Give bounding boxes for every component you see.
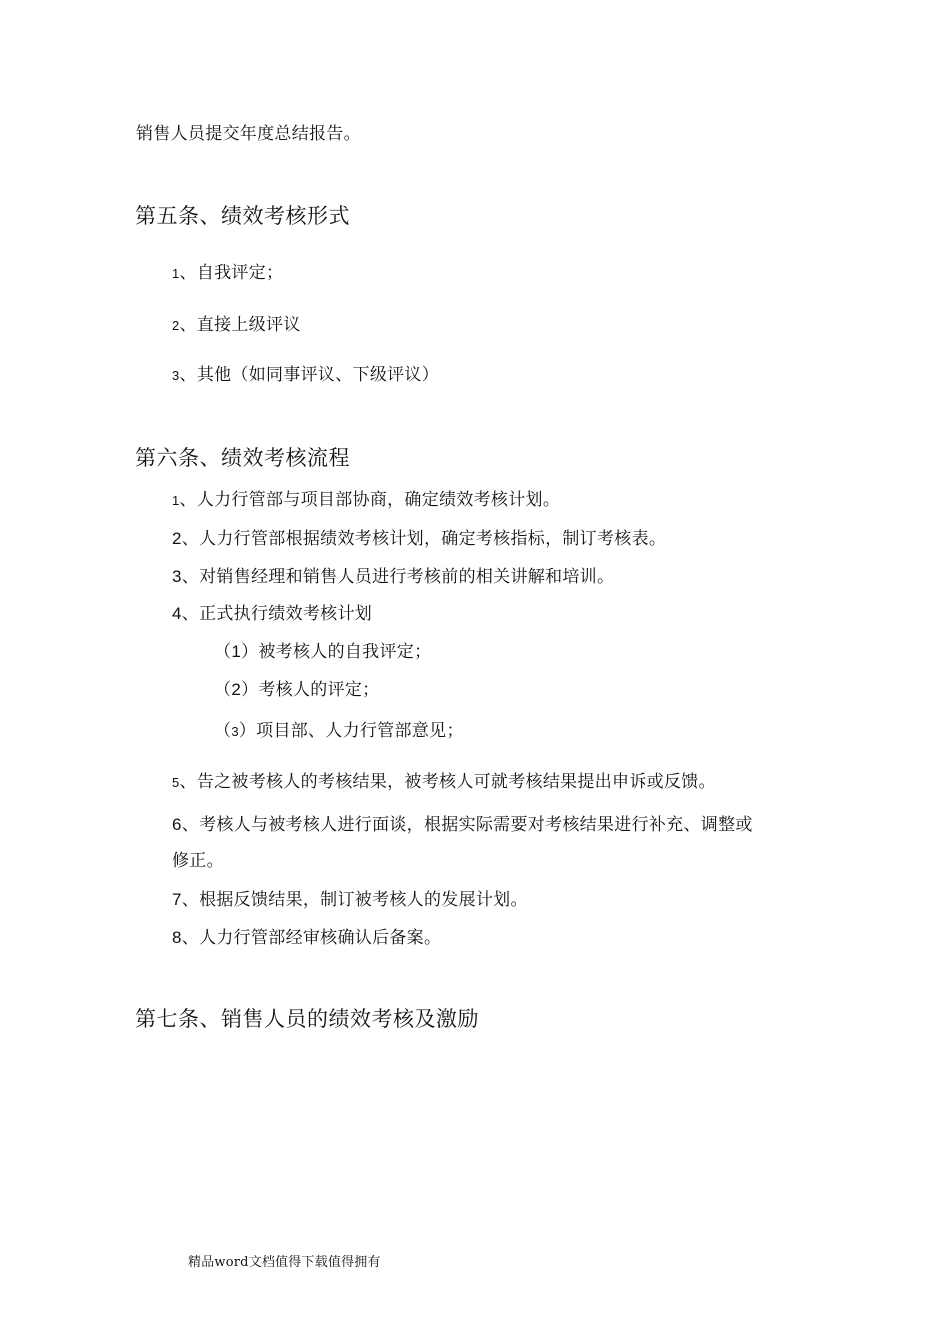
item-number: 1 [172, 266, 180, 281]
section-6-subitem-2 [214, 681, 379, 699]
subitem-text: ）项目部、人力行管部意见； [238, 721, 464, 741]
item-number: 2 [172, 318, 180, 333]
section-6-item-7 [172, 891, 528, 909]
section-6-item-2 [172, 530, 666, 548]
section-5-item-1 [172, 265, 283, 282]
section-7-heading: 第七条、销售人员的绩效考核及激励 [135, 1007, 479, 1031]
subitem-number: 1 [231, 642, 242, 661]
item-text: 、告之被考核人的考核结果，被考核人可就考核结果提出申诉或反馈。 [179, 772, 716, 792]
item-number: 7 [172, 890, 182, 909]
section-5-heading: 第五条、绩效考核形式 [135, 204, 350, 228]
item-text: 、根据反馈结果，制订被考核人的发展计划。 [181, 890, 528, 910]
subitem-number: 2 [231, 680, 242, 699]
item-text: 、人力行管部根据绩效考核计划，确定考核指标，制订考核表。 [181, 529, 667, 549]
item-text: 、人力行管部经审核确认后备案。 [181, 928, 442, 948]
section-6-subitem-1 [214, 643, 431, 661]
subitem-number: 3 [231, 724, 239, 739]
section-6-item-6 [172, 816, 753, 834]
item-text: 、考核人与被考核人进行面谈，根据实际需要对考核结果进行补充、调整或 [181, 815, 753, 835]
item-text: 、人力行管部与项目部协商，确定绩效考核计划。 [179, 490, 561, 510]
subitem-open-paren: （ [214, 680, 232, 700]
item-number: 3 [172, 567, 182, 586]
item-text: 、直接上级评议 [179, 315, 301, 335]
item-number: 6 [172, 815, 182, 834]
item-number: 5 [172, 775, 180, 790]
section-5-item-3 [172, 367, 439, 384]
item-number: 4 [172, 604, 182, 623]
section-6-subitem-3 [214, 723, 464, 740]
section-5-item-2 [172, 317, 301, 334]
item-number: 1 [172, 493, 180, 508]
subitem-open-paren: （ [214, 721, 232, 741]
section-6-item-5 [172, 774, 716, 791]
page-footer: 精品word文档值得下载值得拥有 [188, 1255, 381, 1270]
section-6-heading: 第六条、绩效考核流程 [135, 446, 350, 470]
section-6-item-1 [172, 492, 560, 509]
item-number: 8 [172, 928, 182, 947]
subitem-open-paren: （ [214, 642, 232, 662]
section-6-item-4 [172, 605, 372, 623]
section-6-item-6-continuation: 修正。 [172, 851, 224, 871]
item-text: 、正式执行绩效考核计划 [181, 604, 373, 624]
item-text: 、自我评定； [179, 263, 284, 283]
section-6-item-3 [172, 568, 614, 586]
item-number: 3 [172, 368, 180, 383]
section-6-item-8 [172, 929, 441, 947]
item-text: 、其他（如同事评议、下级评议） [179, 365, 440, 385]
item-text: 、对销售经理和销售人员进行考核前的相关讲解和培训。 [181, 567, 615, 587]
subitem-text: ）考核人的评定； [241, 680, 380, 700]
intro-line: 销售人员提交年度总结报告。 [136, 124, 361, 144]
subitem-text: ）被考核人的自我评定； [241, 642, 432, 662]
item-number: 2 [172, 529, 182, 548]
